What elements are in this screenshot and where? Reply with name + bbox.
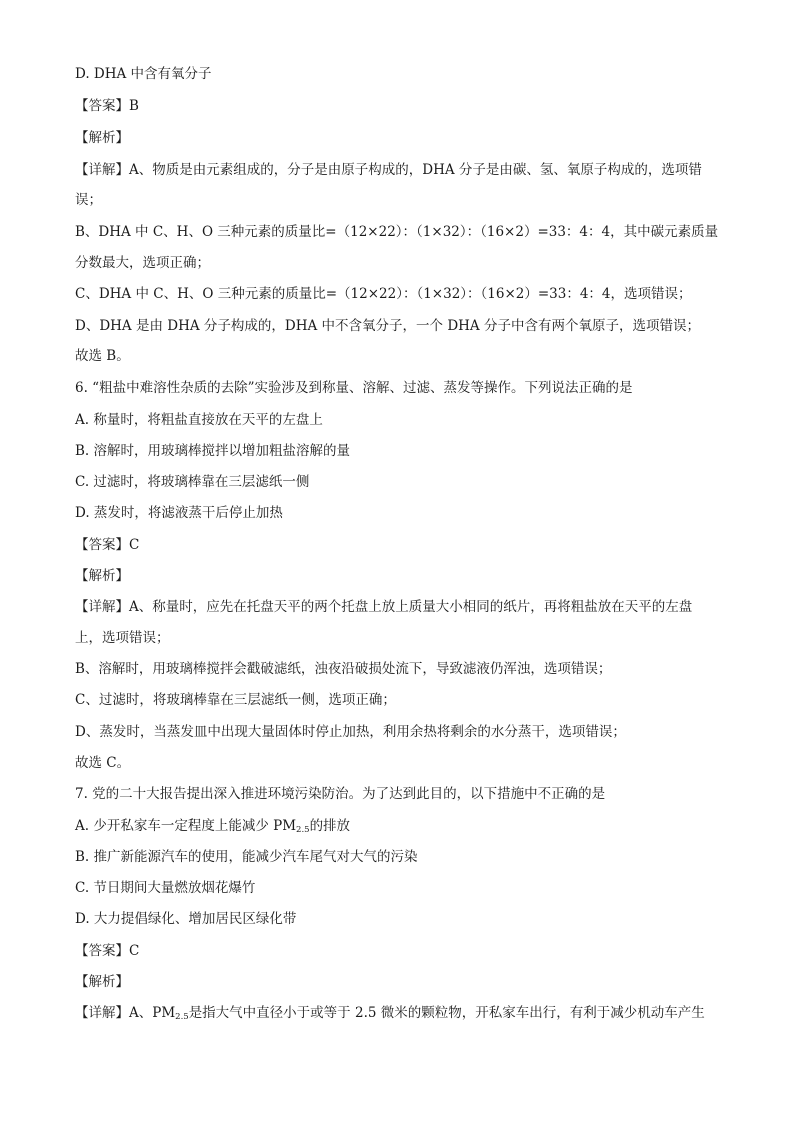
q6-option-d: D. 蒸发时，将滤液蒸干后停止加热 (75, 505, 283, 521)
detail-tag: 【详解】 (75, 162, 129, 178)
q5-detail-b: B、DHA 中 C、H、O 三种元素的质量比=（12×22）：（1×32）：（16×2）=33：4：4，其中碳元素质量 (75, 224, 719, 240)
q7-option-d: D. 大力提倡绿化、增加居民区绿化带 (75, 911, 297, 927)
q5-detail-a-cont: 误； (75, 192, 102, 208)
q6-detail-c: C、过滤时，将玻璃棒靠在三层滤纸一侧，选项正确； (75, 692, 396, 708)
option-text-end: 的排放 (309, 818, 351, 834)
detail-text-end: 是指大气中直径小于或等于 2.5 微米的颗粒物，开私家车出行，有利于减少机动车产生 (188, 1005, 705, 1021)
q5-conclusion: 故选 B。 (75, 348, 130, 364)
q7-option-c: C. 节日期间大量燃放烟花爆竹 (75, 880, 256, 896)
q6-conclusion: 故选 C。 (75, 755, 131, 771)
q6-option-c: C. 过滤时，将玻璃棒靠在三层滤纸一侧 (75, 474, 310, 490)
q7-option-a (75, 816, 350, 836)
q6-analysis-tag: 【解析】 (75, 568, 129, 584)
detail-tag: 【详解】 (75, 1005, 129, 1021)
option-text: A. 少开私家车一定程度上能减少 PM (75, 818, 297, 834)
q5-analysis-tag: 【解析】 (75, 130, 129, 146)
answer-tag: 【答案】 (75, 943, 129, 959)
detail-tag: 【详解】 (75, 599, 129, 615)
q6-detail-d: D、蒸发时，当蒸发皿中出现大量固体时停止加热，利用余热将剩余的水分蒸干，选项错误； (75, 724, 626, 740)
answer-tag: 【答案】 (75, 537, 129, 553)
answer-value: B (129, 98, 139, 114)
answer-tag: 【答案】 (75, 98, 129, 114)
q6-answer (75, 535, 139, 555)
q6-option-a: A. 称量时，将粗盐直接放在天平的左盘上 (75, 412, 323, 428)
q7-analysis-tag: 【解析】 (75, 974, 129, 990)
subscript: 2.5 (175, 1012, 189, 1022)
q5-detail-c: C、DHA 中 C、H、O 三种元素的质量比=（12×22）：（1×32）：（16×2）=33：4：4，选项错误； (75, 286, 692, 302)
q5-detail-a (75, 160, 702, 180)
q6-stem: 6. “粗盐中难溶性杂质的去除”实验涉及到称量、溶解、过滤、蒸发等操作。下列说法正确的是 (75, 380, 633, 396)
q5-detail-d: D、DHA 是由 DHA 分子构成的，DHA 中不含氧分子，一个 DHA 分子中含有两个氧原子，选项错误； (75, 318, 700, 334)
q7-stem: 7. 党的二十大报告提出深入推进环境污染防治。为了达到此目的，以下措施中不正确的是 (75, 786, 606, 802)
q5-option-d: D. DHA 中含有氧分子 (75, 66, 212, 82)
answer-value: C (129, 943, 140, 959)
q7-option-b: B. 推广新能源汽车的使用，能减少汽车尾气对大气的污染 (75, 849, 418, 865)
detail-text: A、PM (129, 1005, 176, 1021)
answer-value: C (129, 537, 140, 553)
q7-answer (75, 941, 139, 961)
q5-detail-b-cont: 分数最大，选项正确； (75, 255, 210, 271)
q6-option-b: B. 溶解时，用玻璃棒搅拌以增加粗盐溶解的量 (75, 443, 351, 459)
q6-detail-a-cont: 上，选项错误； (75, 630, 170, 646)
detail-text: A、物质是由元素组成的，分子是由原子构成的，DHA 分子是由碳、氢、氧原子构成的，选项错 (129, 162, 702, 178)
detail-text: A、称量时，应先在托盘天平的两个托盘上放上质量大小相同的纸片，再将粗盐放在天平的左盘 (129, 599, 693, 615)
subscript: 2.5 (296, 825, 310, 835)
q7-detail-a (75, 1003, 705, 1023)
q6-detail-b: B、溶解时，用玻璃棒搅拌会戳破滤纸，浊夜沿破损处流下，导致滤液仍浑浊，选项错误； (75, 661, 612, 677)
q6-detail-a (75, 597, 692, 617)
q5-answer (75, 96, 139, 116)
